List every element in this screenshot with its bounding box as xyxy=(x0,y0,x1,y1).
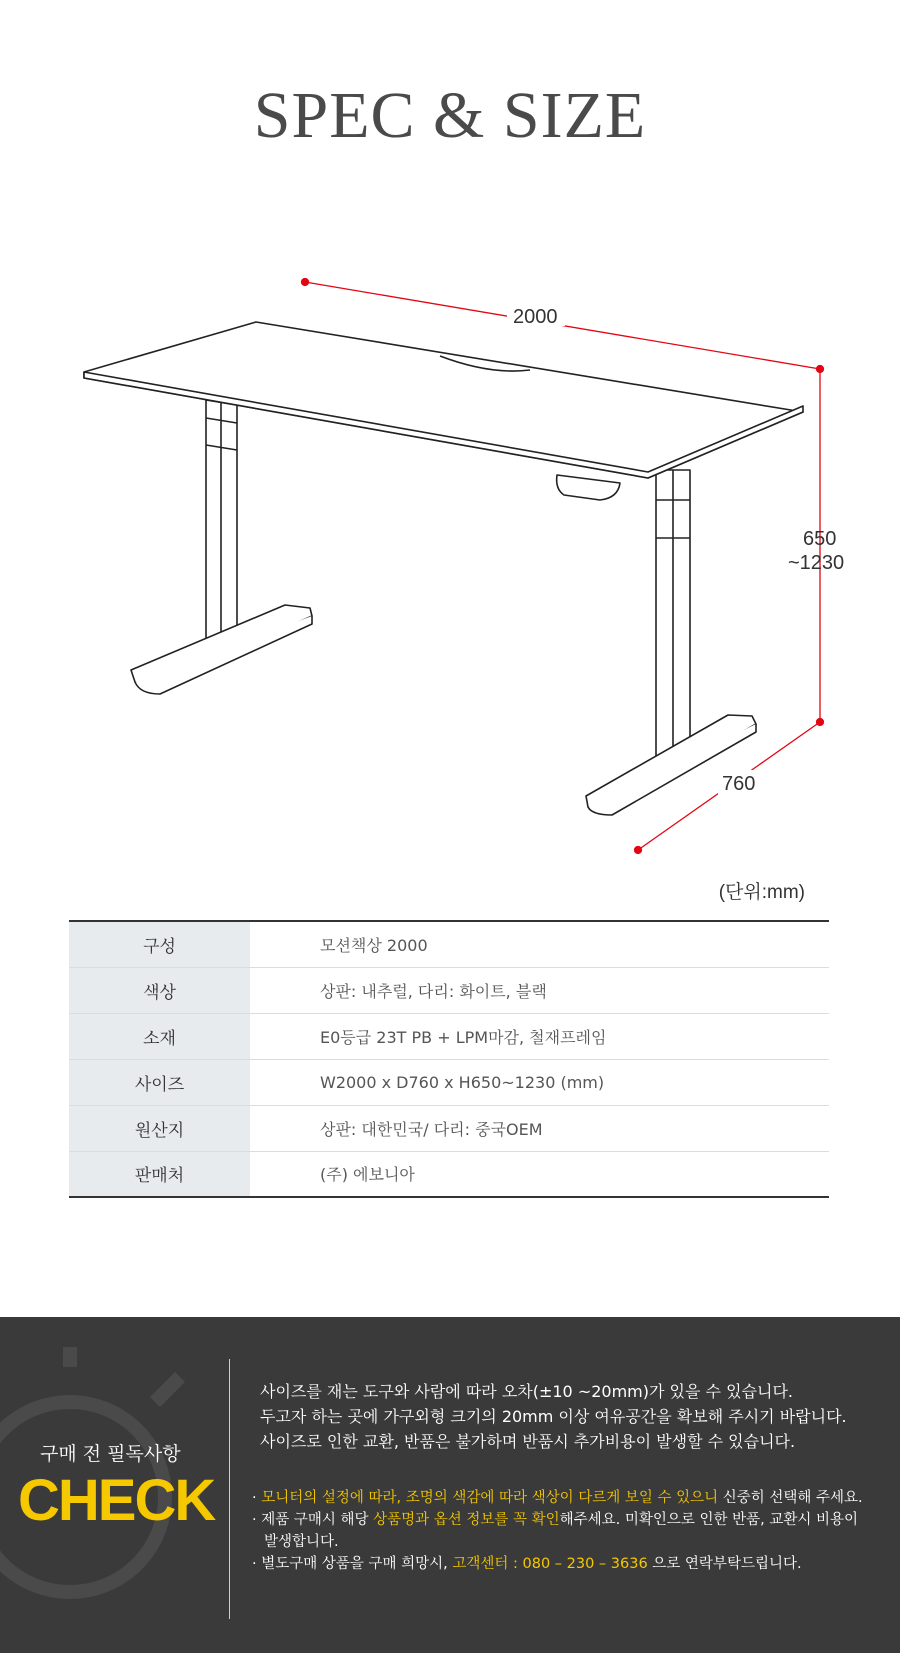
bullet-rest: 으로 연락부탁드립니다. xyxy=(647,1556,802,1572)
spec-value: 모션책상 2000 xyxy=(320,935,428,955)
check-subtitle: 구매 전 필독사항 xyxy=(40,1443,181,1465)
width-dimension: 2000 xyxy=(513,306,558,328)
check-heading: CHECK xyxy=(18,1468,215,1533)
height-controller xyxy=(557,475,620,500)
height-dimension-max: ~1230 xyxy=(788,552,845,574)
spec-value: (주) 에보니아 xyxy=(320,1165,415,1185)
table-row xyxy=(69,1151,829,1197)
table-row xyxy=(69,967,829,1013)
bullet-item xyxy=(252,1487,892,1509)
spec-table xyxy=(69,920,829,1198)
check-notes xyxy=(260,1379,847,1454)
spec-label: 판매처 xyxy=(69,1151,250,1197)
divider xyxy=(229,1359,230,1619)
bullet-highlight: 고객센터 : 080 – 230 – 3636 xyxy=(452,1556,648,1572)
height-dimension-min: 650 xyxy=(803,528,837,550)
check-panel xyxy=(0,1317,900,1653)
page-title: SPEC & SIZE xyxy=(253,79,647,152)
note-line: 사이즈를 재는 도구와 사람에 따라 오차(±10 ~20mm)가 있을 수 있습니다. xyxy=(260,1382,793,1401)
bullet-highlight: 모니터의 설정에 따라, 조명의 색감에 따라 색상이 다르게 보일 수 있으니 xyxy=(261,1490,719,1506)
spec-value: W2000 x D760 x H650~1230 (mm) xyxy=(320,1072,605,1092)
spec-value: 상판: 대한민국/ 다리: 중국OEM xyxy=(320,1119,543,1139)
spec-label: 원산지 xyxy=(69,1105,250,1151)
check-bullets xyxy=(252,1487,892,1575)
depth-dimension: 760 xyxy=(722,773,756,795)
table-row xyxy=(69,921,829,967)
bullet-continuation: 발생합니다. xyxy=(264,1534,339,1550)
bullet-item xyxy=(252,1553,892,1575)
bullet-item xyxy=(252,1509,892,1553)
table-row xyxy=(69,1105,829,1151)
note-line: 두고자 하는 곳에 가구외형 크기의 20mm 이상 여유공간을 확보해 주시기 바랍니다. xyxy=(260,1407,847,1426)
note-line: 사이즈로 인한 교환, 반품은 불가하며 반품시 추가비용이 발생할 수 있습니다. xyxy=(260,1432,796,1451)
table-row xyxy=(69,1059,829,1105)
unit-label: (단위:mm) xyxy=(718,882,805,903)
spec-label: 소재 xyxy=(69,1013,250,1059)
bullet-prefix: · xyxy=(252,1490,262,1506)
spec-label: 구성 xyxy=(69,921,250,967)
bullet-highlight: 상품명과 옵션 정보를 꼭 확인 xyxy=(373,1512,560,1528)
spec-label: 색상 xyxy=(69,967,250,1013)
bullet-rest: 해주세요. 미확인으로 인한 반품, 교환시 비용이 xyxy=(559,1512,859,1528)
bullet-prefix: · 별도구매 상품을 구매 희망시, xyxy=(252,1556,453,1572)
spec-label: 사이즈 xyxy=(69,1059,250,1105)
spec-value: E0등급 23T PB + LPM마감, 철재프레임 xyxy=(320,1027,607,1047)
desk-drawing xyxy=(0,250,900,870)
bullet-prefix: · 제품 구매시 해당 xyxy=(252,1512,374,1528)
spec-value: 상판: 내추럴, 다리: 화이트, 블랙 xyxy=(320,981,547,1001)
table-row xyxy=(69,1013,829,1059)
bullet-rest: 신중히 선택해 주세요. xyxy=(718,1490,863,1506)
